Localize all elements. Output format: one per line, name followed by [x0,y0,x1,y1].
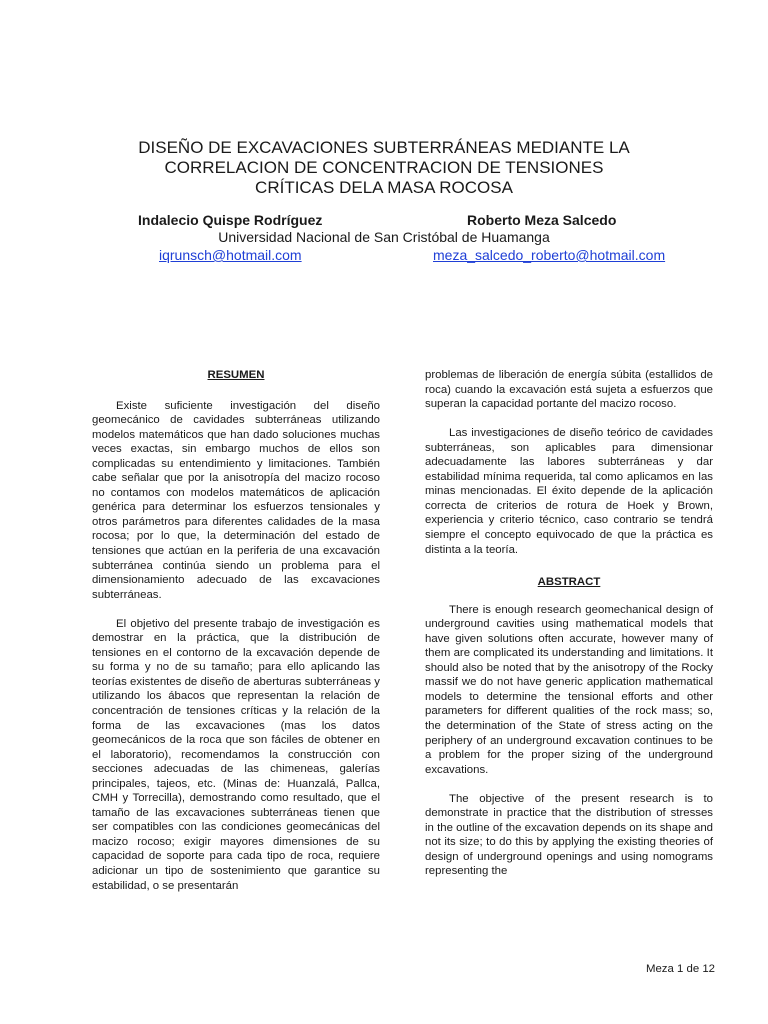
resumen-paragraph-1: Existe suficiente investigación del diseño geomecánico de cavidades subterráneas utilizando modelos matemáticos que han dado soluciones muchas veces exactas, sin embargo muchos de ellos son complicadas su entendimiento y limitaciones. También cabe señalar que por la anisotropía del macizo rocoso no contamos con modelos matemáticos de aplicación genérica para determinar los esfuerzos tensionales y otros parámetros para diferentes calidades de la masa rocosa; por lo que, la determinación del estado de tensiones que actúan en la periferia de una excavación subterránea continúa siendo un problema para el dimensionamiento adecuado de las excavaciones subterráneas. [92,399,380,601]
author-2-name: Roberto Meza Salcedo [467,212,617,228]
right-column [425,368,713,893]
author-1-email-link[interactable]: iqrunsch@hotmail.com [159,247,302,263]
resumen-paragraph-2: El objetivo del presente trabajo de investigación es demostrar en la práctica, que la distribución de tensiones en el contorno de la excavación depende de su forma y no de su tamaño; para ello aplicando las teorías existentes de diseño de aberturas subterráneas y utilizando los ábacos que representan la relación de concentración de tensiones críticas y la relación de la forma de las excavaciones (mas los datos geomecánicos de la roca que son fáciles de obtener en el laboratorio), recomendamos la construcción con secciones adecuadas de las chimeneas, galerías principales, tajeos, etc. (Minas de: Huanzalá, Pallca, CMH y Torrecilla), demostrando como resultado, que el tamaño de las excavaciones subterráneas tienen que ser compatibles con las condiciones geomecánicas del macizo rocoso; exigir mayores dimensiones de su capacidad de soporte para cada tipo de roca, requiere adicionar un tipo de sostenimiento que garantice su estabilidad, o se presentarán [92,617,380,892]
title-line-3: CRÍTICAS DELA MASA ROCOSA [255,178,513,197]
resumen-paragraph-4: Las investigaciones de diseño teórico de cavidades subterráneas, son aplicables para dimensionar adecuadamente las labores subterráneas y dar estabilidad mínima requerida, tal como aplicamos en las minas mencionadas. El éxito depende de la aplicación correcta de criterios de rotura de Hoek y Brown, experiencia y criterio técnico, caso contrario se tendrá siempre el concepto equivocado de que la práctica es distinta a la teoría. [425,427,713,556]
abstract-paragraph-2: The objective of the present research is to demonstrate in practice that the distribution of stresses in the outline of the excavation depends on its shape and not its size; to do this by applying the existing theories of design of underground openings and using nomograms representing the [425,792,713,878]
author-1-name: Indalecio Quispe Rodríguez [138,212,323,228]
left-column [92,368,380,908]
title-line-1: DISEÑO DE EXCAVACIONES SUBTERRÁNEAS MEDIANTE LA [138,138,630,157]
abstract-paragraph-1: There is enough research geomechanical design of underground cavities using mathematical models that have given solutions often accurate, however many of them are complicated its understanding and limitations. It should also be noted that by the anisotropy of the Rocky massif we do not have generic application mathematical models to determine the tensional efforts and other parameters for different qualities of the rock mass; so, the determination of the State of stress acting on the periphery of an underground excavation continues to be a problem for the proper sizing of the underground excavations. [425,603,713,776]
affiliation: Universidad Nacional de San Cristóbal de Huamanga [218,229,550,245]
author-2-email-link[interactable]: meza_salcedo_roberto@hotmail.com [433,247,666,263]
paper-title [90,138,678,198]
resumen-heading: RESUMEN [207,369,265,381]
resumen-paragraph-3: problemas de liberación de energía súbita (estallidos de roca) cuando la excavación está sujeta a esfuerzos que superan la capacidad portante del macizo rocoso. [425,369,713,411]
title-line-2: CORRELACION DE CONCENTRACION DE TENSIONES [164,158,604,177]
abstract-heading: ABSTRACT [537,576,601,589]
page-number: Meza 1 de 12 [645,963,715,975]
